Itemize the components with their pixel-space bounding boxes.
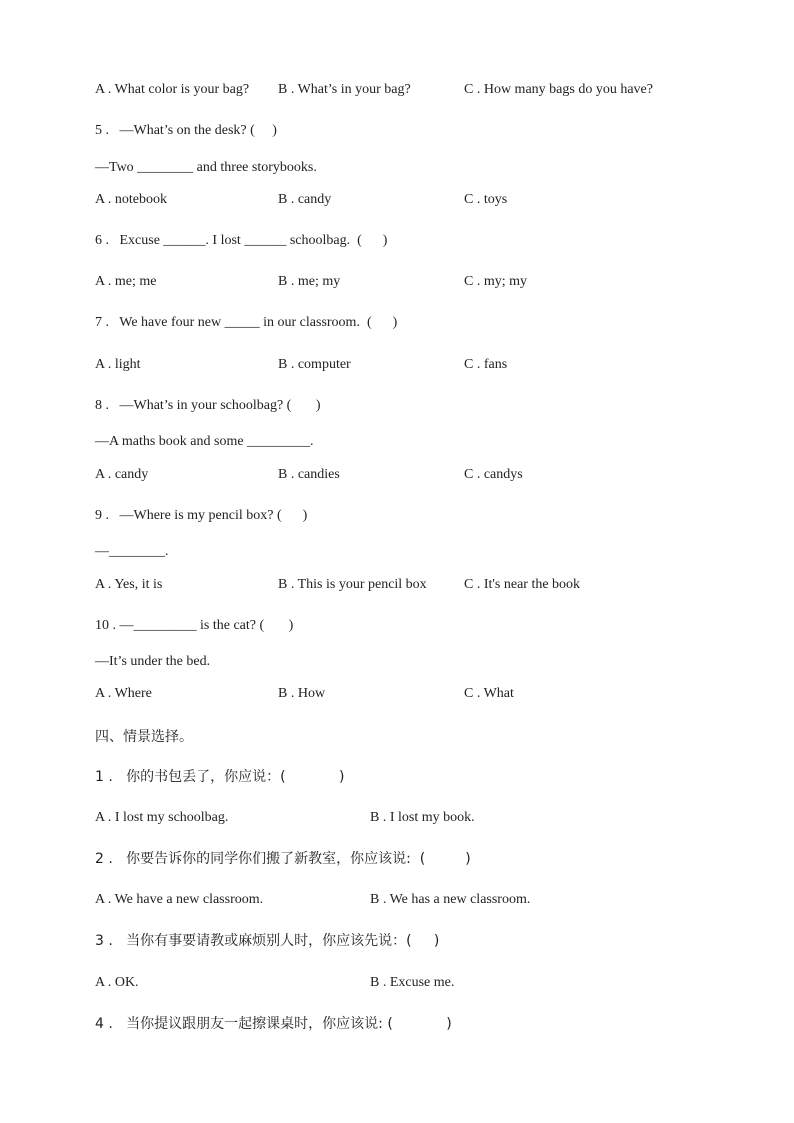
q8-option-a: A . candy: [95, 467, 149, 482]
s3-stem: 3 . 当你有事要请教或麻烦别人时，你应该先说：( ): [95, 933, 440, 949]
q4-options: [95, 81, 735, 99]
s2-option-a: A . We have a new classroom.: [95, 892, 264, 907]
q8-stem: 8 . —What’s in your schoolbag? ( ): [95, 398, 321, 413]
section4-title: 四、情景选择。: [95, 729, 193, 745]
s3-option-b: B . Excuse me.: [370, 975, 455, 990]
q6-option-b: B . me; my: [278, 274, 341, 289]
q9-stem: 9 . —Where is my pencil box? ( ): [95, 508, 308, 523]
s1-stem: 1 . 你的书包丢了，你应说：( ): [95, 769, 345, 785]
q8-options: [95, 466, 735, 484]
q9-sub: —________.: [95, 544, 169, 559]
q4-option-c: C . How many bags do you have?: [464, 82, 653, 97]
q10-sub: —It’s under the bed.: [95, 654, 211, 669]
q10-options: [95, 685, 735, 703]
q6-option-a: A . me; me: [95, 274, 157, 289]
q10-stem: 10 . —_________ is the cat? ( ): [95, 618, 294, 633]
q4-option-a: A . What color is your bag?: [95, 82, 250, 97]
s1-option-a: A . I lost my schoolbag.: [95, 810, 229, 825]
q10-option-c: C . What: [464, 686, 514, 701]
s3-option-a: A . OK.: [95, 975, 139, 990]
q6-stem: 6 . Excuse ______. I lost ______ schoolbag. ( ): [95, 233, 388, 248]
q8-sub: —A maths book and some _________.: [95, 434, 314, 449]
q10-option-b: B . How: [278, 686, 326, 701]
q5-option-c: C . toys: [464, 192, 508, 207]
s1-options: [95, 809, 735, 827]
q8-option-c: C . candys: [464, 467, 523, 482]
q6-option-c: C . my; my: [464, 274, 528, 289]
q9-option-c: C . It's near the book: [464, 577, 581, 592]
q7-option-c: C . fans: [464, 357, 508, 372]
s3-options: [95, 974, 735, 992]
q9-options: [95, 576, 735, 594]
q5-options: [95, 191, 735, 209]
s2-option-b: B . We has a new classroom.: [370, 892, 531, 907]
q7-option-b: B . computer: [278, 357, 351, 372]
q6-options: [95, 273, 735, 291]
q5-sub: —Two ________ and three storybooks.: [95, 160, 317, 175]
s4-stem: 4 . 当你提议跟朋友一起擦课桌时，你应该说: ( ): [95, 1016, 452, 1032]
s2-stem: 2 . 你要告诉你的同学你们搬了新教室，你应该说: ( ): [95, 851, 471, 867]
q7-option-a: A . light: [95, 357, 141, 372]
q7-options: [95, 356, 735, 374]
q9-option-b: B . This is your pencil box: [278, 577, 427, 592]
s1-option-b: B . I lost my book.: [370, 810, 475, 825]
q8-option-b: B . candies: [278, 467, 340, 482]
q7-stem: 7 . We have four new _____ in our classroom. ( ): [95, 315, 398, 330]
q4-option-b: B . What’s in your bag?: [278, 82, 411, 97]
q5-option-a: A . notebook: [95, 192, 167, 207]
q5-option-b: B . candy: [278, 192, 332, 207]
q9-option-a: A . Yes, it is: [95, 577, 163, 592]
s2-options: [95, 891, 735, 909]
q10-option-a: A . Where: [95, 686, 152, 701]
q5-stem: 5 . —What’s on the desk? ( ): [95, 123, 277, 138]
